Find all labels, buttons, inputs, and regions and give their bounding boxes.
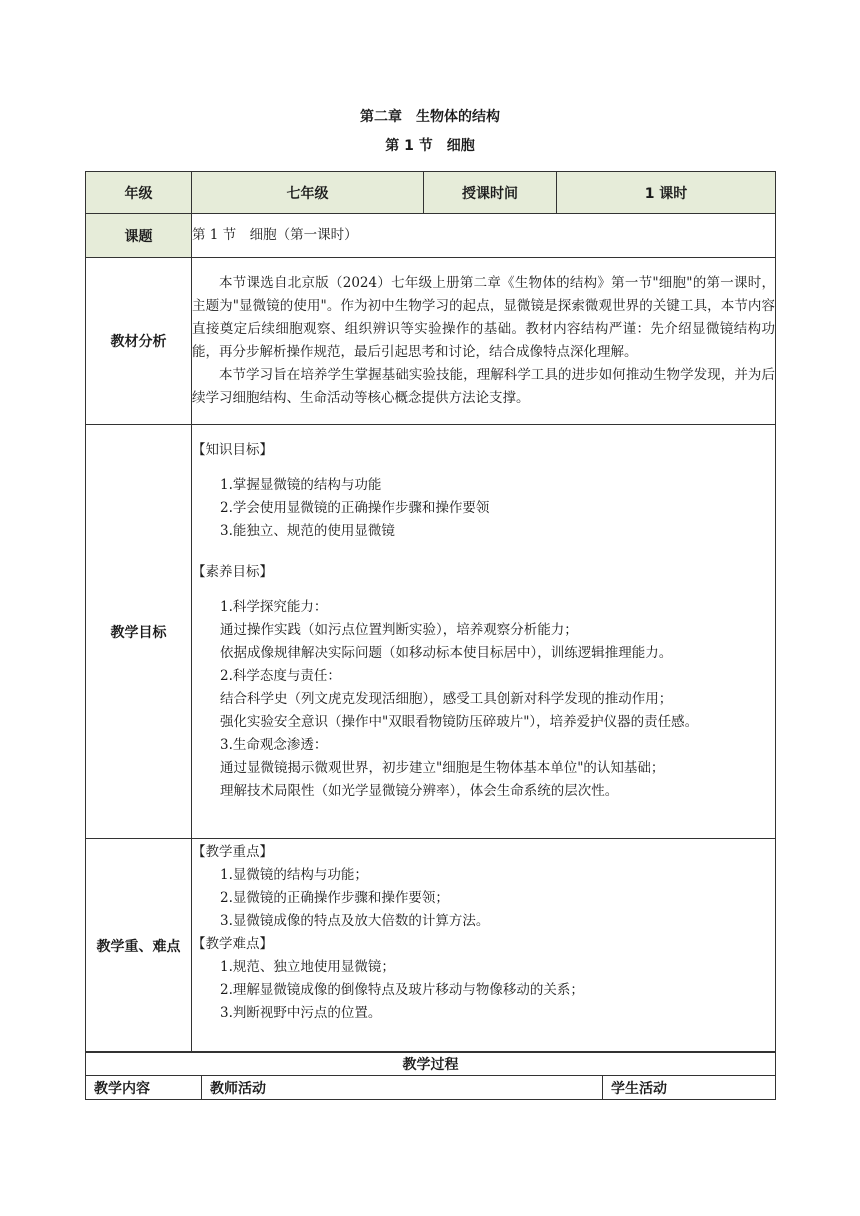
col-teacher-header: 教师活动 [202,1076,603,1100]
goals-content [192,425,776,839]
literacy-goal-line: 通过操作实践（如污点位置判断实验），培养观察分析能力； [220,622,578,638]
knowledge-goal-item: 3.能独立、规范的使用显微镜 [220,523,395,539]
literacy-goal-line: 2.科学态度与责任： [220,668,341,684]
literacy-goal-line: 结合科学史（列文虎克发现活细胞），感受工具创新对科学发现的推动作用； [220,691,673,707]
key-points-title: 【教学重点】 [192,844,273,860]
analysis-paragraph: 本节课选自北京版（2024）七年级上册第二章《生物体的结构》第一节"细胞"的第一课时，主题为"显微镜的使用"。作为初中生物学习的起点，显微镜是探索微观世界的关键工具，本节内容直接奠定后续细胞观察、组织辨识等实验操作的基础。教材内容结构严谨：先介绍显微镜结构功能，再分步解析操作规范，最后引起思考和讨论，结合成像特点深化理解。 [192,275,775,360]
key-points-row [86,839,776,1053]
difficulty-title: 【教学难点】 [192,936,273,952]
goals-label: 教学目标 [86,425,192,839]
section-title: 第 1 节 细胞 [385,138,475,154]
literacy-goal-line: 理解技术局限性（如光学显微镜分辨率），体会生命系统的层次性。 [220,783,619,799]
literacy-goal-line: 依据成像规律解决实际问题（如移动标本使目标居中），训练逻辑推理能力。 [220,645,673,661]
key-point-item: 1.显微镜的结构与功能； [220,867,368,883]
analysis-paragraph: 本节学习旨在培养学生掌握基础实验技能，理解科学工具的进步如何推动生物学发现，并为后续学习细胞结构、生命活动等核心概念提供方法论支撑。 [192,367,775,406]
analysis-row [86,258,776,425]
literacy-goal-line: 1.科学探究能力： [220,599,328,615]
col-student-header: 学生活动 [603,1076,776,1100]
literacy-goal-line: 通过显微镜揭示微观世界，初步建立"细胞是生物体基本单位"的认知基础； [220,760,665,776]
literacy-goal-line: 3.生命观念渗透： [220,737,328,753]
grade-value: 七年级 [192,172,424,214]
process-title: 教学过程 [86,1052,776,1076]
knowledge-goal-item: 1.掌握显微镜的结构与功能 [220,477,382,493]
key-points-label: 教学重、难点 [86,839,192,1053]
key-point-item: 3.显微镜成像的特点及放大倍数的计算方法。 [220,913,490,929]
col-content-header: 教学内容 [86,1076,202,1100]
difficulty-item: 2.理解显微镜成像的倒像特点及玻片移动与物像移动的关系； [220,982,584,998]
grade-row [86,172,776,214]
difficulty-item: 3.判断视野中污点的位置。 [220,1005,382,1021]
process-table [85,1051,776,1100]
time-label: 授课时间 [424,172,557,214]
chapter-title: 第二章 生物体的结构 [360,109,500,125]
topic-label: 课题 [86,214,192,258]
key-point-item: 2.显微镜的正确操作步骤和操作要领； [220,890,449,906]
time-value: 1 课时 [557,172,776,214]
topic-row [86,214,776,258]
knowledge-goal-item: 2.学会使用显微镜的正确操作步骤和操作要领 [220,500,490,516]
grade-label: 年级 [86,172,192,214]
goals-row [86,425,776,839]
topic-value: 第 1 节 细胞（第一课时） [192,214,776,258]
difficulty-item: 1.规范、独立地使用显微镜； [220,959,395,975]
process-header-row [86,1076,776,1100]
process-title-row [86,1052,776,1076]
literacy-goal-line: 强化实验安全意识（操作中"双眼看物镜防压碎玻片"），培养爱护仪器的责任感。 [220,714,699,730]
analysis-content [192,258,776,425]
knowledge-goals-title: 【知识目标】 [192,442,273,458]
key-points-content [192,839,776,1053]
analysis-label: 教材分析 [86,258,192,425]
literacy-goals-title: 【素养目标】 [192,564,273,580]
lesson-plan-table [85,171,776,1053]
